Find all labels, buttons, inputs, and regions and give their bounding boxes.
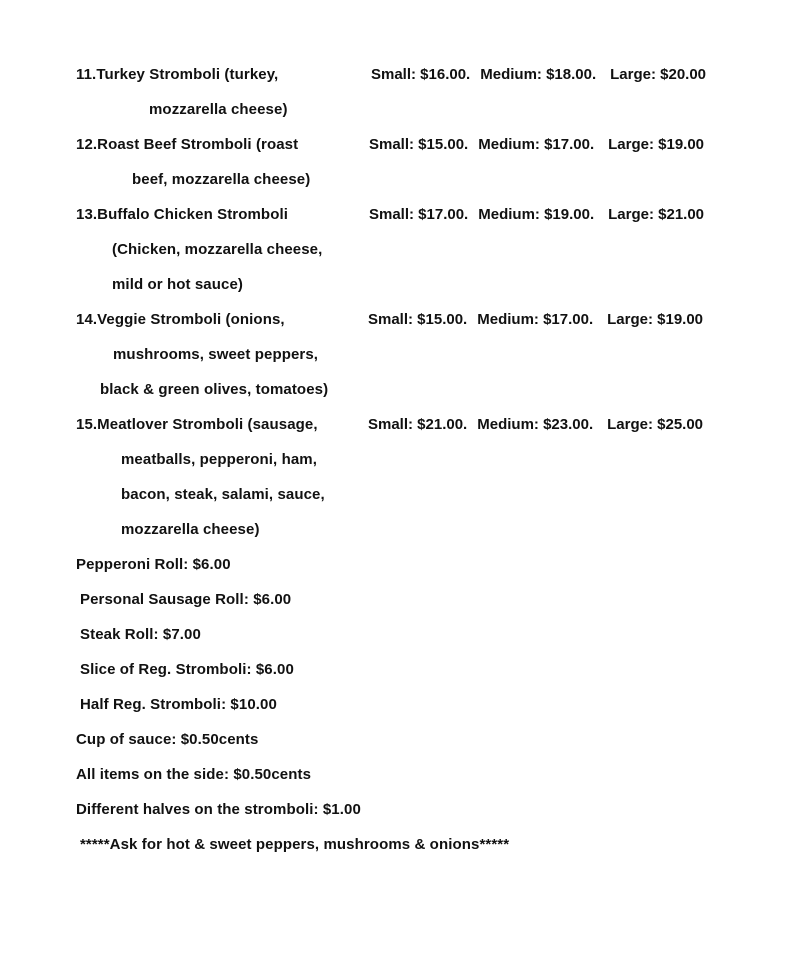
extra-different-halves: Different halves on the stromboli: $1.00 bbox=[76, 801, 361, 818]
extra-cup-of-sauce: Cup of sauce: $0.50cents bbox=[76, 731, 259, 748]
item-12-small-price: Small: $15.00. bbox=[369, 136, 469, 153]
item-12-large-price: Large: $19.00 bbox=[608, 136, 705, 153]
item-11-name-line-2: mozzarella cheese) bbox=[149, 101, 288, 118]
extra-items-on-side: All items on the side: $0.50cents bbox=[76, 766, 312, 783]
item-15-small-price: Small: $21.00. bbox=[368, 416, 468, 433]
extra-pepperoni-roll: Pepperoni Roll: $6.00 bbox=[76, 556, 231, 573]
item-14-name-line-2: mushrooms, sweet peppers, bbox=[113, 346, 319, 363]
item-15-prices bbox=[368, 416, 703, 434]
item-14-name-line-1: 14.Veggie Stromboli (onions, bbox=[76, 311, 285, 328]
item-13-name-line-2: (Chicken, mozzarella cheese, bbox=[112, 241, 323, 258]
item-14-small-price: Small: $15.00. bbox=[368, 311, 468, 328]
item-14-medium-price: Medium: $17.00. bbox=[477, 311, 594, 328]
item-12-medium-price: Medium: $17.00. bbox=[478, 136, 595, 153]
item-15-name-line-1: 15.Meatlover Stromboli (sausage, bbox=[76, 416, 318, 433]
item-13-medium-price: Medium: $19.00. bbox=[478, 206, 595, 223]
item-13-name-line-1: 13.Buffalo Chicken Stromboli bbox=[76, 206, 288, 223]
extra-slice-reg-stromboli: Slice of Reg. Stromboli: $6.00 bbox=[80, 661, 294, 678]
item-13-prices bbox=[369, 206, 704, 224]
item-14-name-line-3: black & green olives, tomatoes) bbox=[100, 381, 329, 398]
item-12-name-line-2: beef, mozzarella cheese) bbox=[132, 171, 311, 188]
extra-personal-sausage-roll: Personal Sausage Roll: $6.00 bbox=[80, 591, 292, 608]
item-15-name-line-4: mozzarella cheese) bbox=[121, 521, 260, 538]
item-14-prices bbox=[368, 311, 703, 329]
footer-note: *****Ask for hot & sweet peppers, mushrooms & onions***** bbox=[80, 836, 510, 853]
extra-steak-roll: Steak Roll: $7.00 bbox=[80, 626, 201, 643]
extra-half-reg-stromboli: Half Reg. Stromboli: $10.00 bbox=[80, 696, 277, 713]
item-11-small-price: Small: $16.00. bbox=[371, 66, 471, 83]
item-13-name-line-3: mild or hot sauce) bbox=[112, 276, 243, 293]
item-15-large-price: Large: $25.00 bbox=[607, 416, 704, 433]
item-14-large-price: Large: $19.00 bbox=[607, 311, 704, 328]
item-11-large-price: Large: $20.00 bbox=[610, 66, 707, 83]
item-11-name-line-1: 11.Turkey Stromboli (turkey, bbox=[76, 66, 279, 83]
item-12-name-line-1: 12.Roast Beef Stromboli (roast bbox=[76, 136, 299, 153]
item-11-prices bbox=[371, 66, 706, 84]
item-11-medium-price: Medium: $18.00. bbox=[480, 66, 597, 83]
item-12-prices bbox=[369, 136, 704, 154]
item-15-name-line-2: meatballs, pepperoni, ham, bbox=[121, 451, 317, 468]
item-13-small-price: Small: $17.00. bbox=[369, 206, 469, 223]
item-15-name-line-3: bacon, steak, salami, sauce, bbox=[121, 486, 325, 503]
item-15-medium-price: Medium: $23.00. bbox=[477, 416, 594, 433]
item-13-large-price: Large: $21.00 bbox=[608, 206, 705, 223]
